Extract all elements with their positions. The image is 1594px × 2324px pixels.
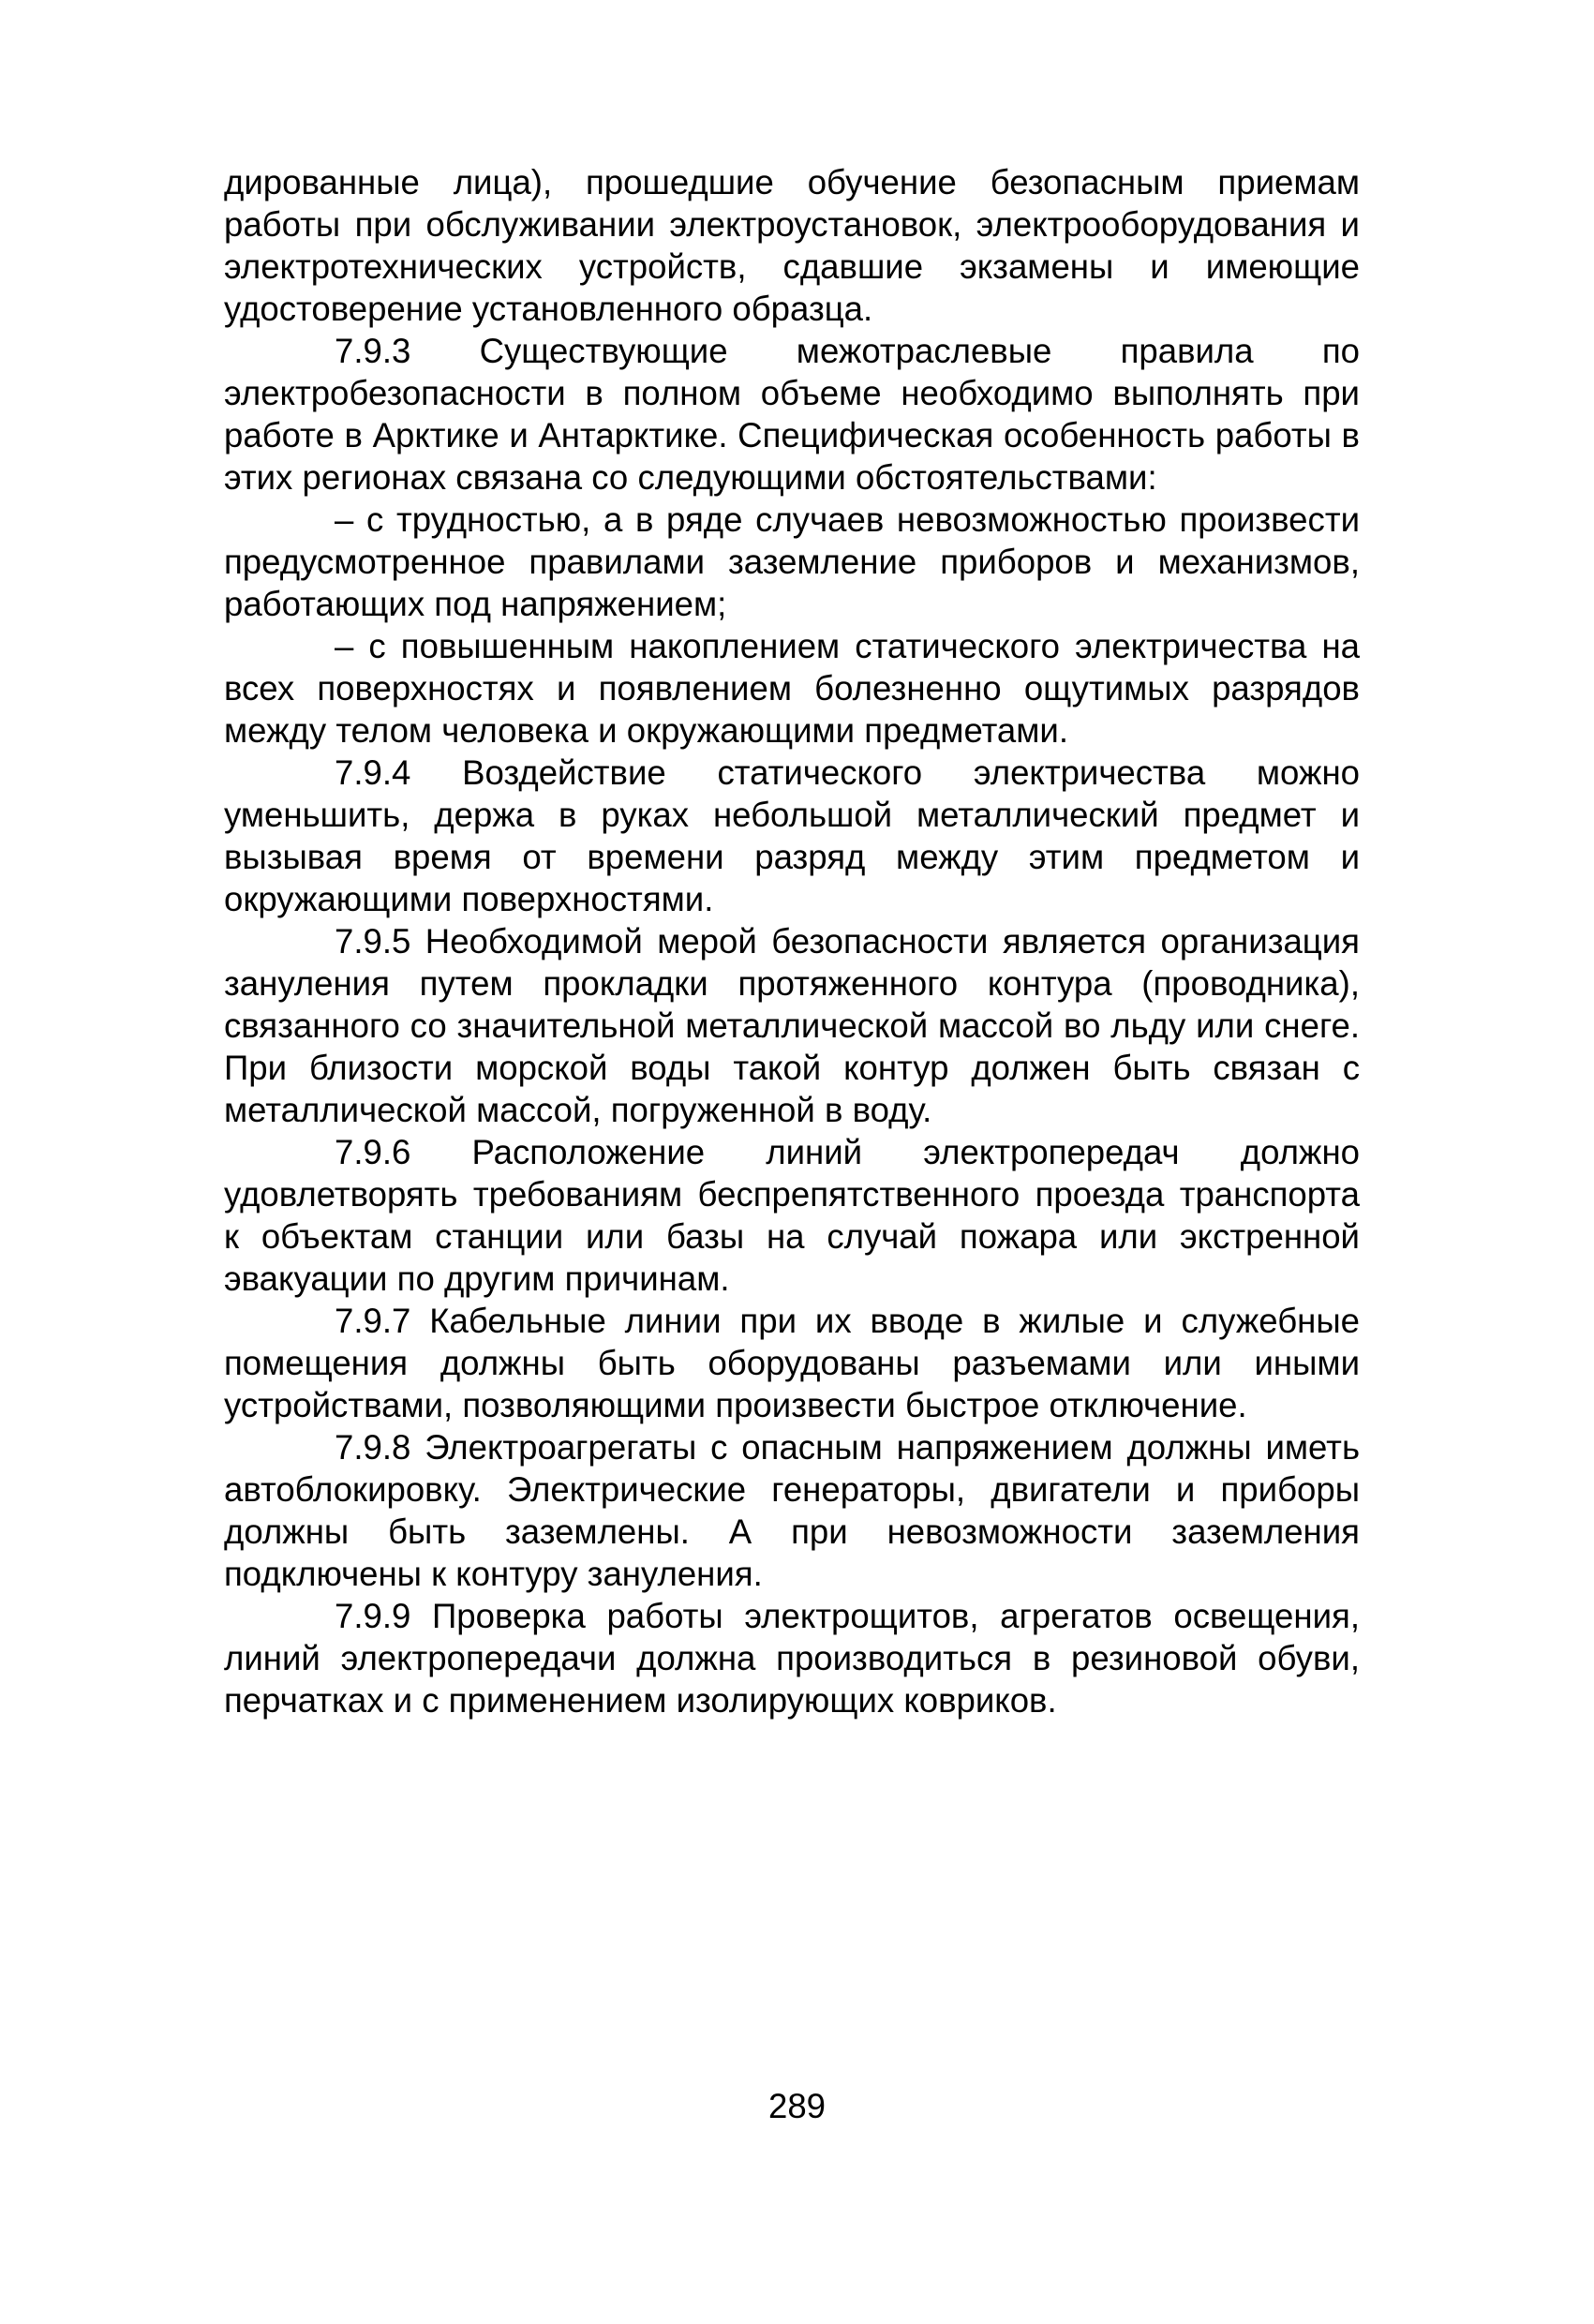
paragraph-7-9-7: 7.9.7 Кабельные линии при их вводе в жилые и служебные помещения должны быть оборудованы разъемами или иными устройствами, позволяющими произвести быстрое отключение.: [224, 1302, 1360, 1424]
page-number: 289: [767, 2087, 827, 2125]
paragraph-7-9-6: 7.9.6 Расположение линий электропередач должно удовлетворять требованиям беспрепятственного проезда транспорта к объектам станции или базы на случай пожара или экстренной эвакуации по другим причинам.: [224, 1133, 1360, 1298]
paragraph-continuation: дированные лица), прошедшие обучение безопасным приемам работы при обслуживании электроустановок, электрооборудования и электротехнических устройств, сдавшие экзамены и имеющие удостоверение установленного образца.: [224, 163, 1360, 328]
paragraph-7-9-8: 7.9.8 Электроагрегаты с опасным напряжением должны иметь автоблокировку. Электрические генераторы, двигатели и приборы должны быть заземлены. А при невозможности заземления подключены к контуру зануления.: [224, 1428, 1360, 1593]
paragraph-7-9-5: 7.9.5 Необходимой мерой безопасности является организация зануления путем прокладки протяженного контура (проводника), связанного со значительной металлической массой во льду или снеге. При близости морской воды такой контур должен быть связан с металлической массой, погруженной в воду.: [224, 922, 1360, 1129]
list-item-dash-2: – с повышенным накоплением статического электричества на всех поверхностях и появлением болезненно ощутимых разрядов между телом человека и окружающими предметами.: [224, 627, 1360, 750]
paragraph-7-9-3: 7.9.3 Существующие межотраслевые правила по электробезопасности в полном объеме необходимо выполнять при работе в Арктике и Антарктике. Специфическая особенность работы в этих регионах связана со следующими обстоятельствами:: [224, 332, 1360, 497]
list-item-dash-1: – с трудностью, а в ряде случаев невозможностью произвести предусмотренное правилами заземление приборов и механизмов, работающих под напряжением;: [224, 500, 1360, 623]
paragraph-7-9-9: 7.9.9 Проверка работы электрощитов, агрегатов освещения, линий электропередачи должна производиться в резиновой обуви, перчатках и с применением изолирующих ковриков.: [224, 1597, 1360, 1720]
page-body: [224, 161, 1360, 1721]
paragraph-7-9-4: 7.9.4 Воздействие статического электричества можно уменьшить, держа в руках небольшой металлический предмет и вызывая время от времени разряд между этим предметом и окружающими поверхностями.: [224, 753, 1360, 918]
